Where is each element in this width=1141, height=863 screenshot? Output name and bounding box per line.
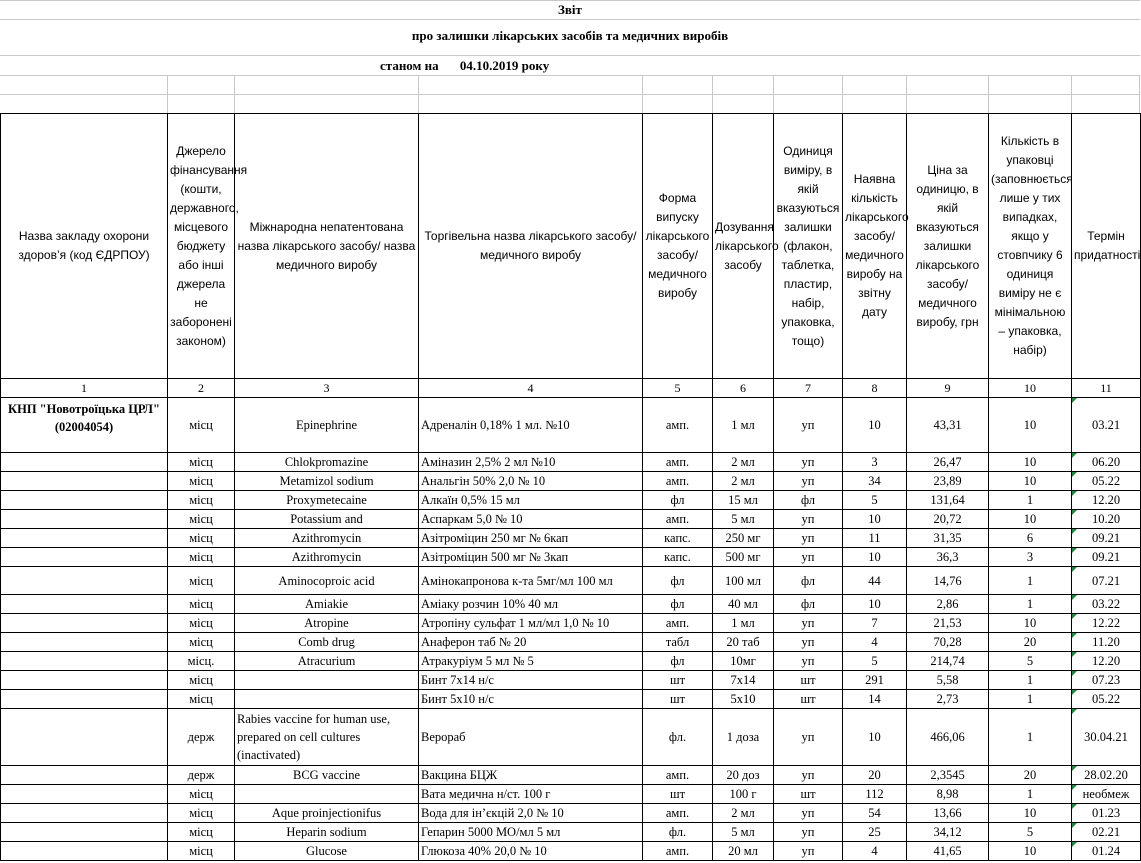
expiry-cell: 09.21	[1072, 529, 1141, 548]
unit-cell: уп	[774, 823, 843, 842]
report-subtitle: про залишки лікарських засобів та медичних виробів	[411, 28, 729, 43]
form-cell: амп.	[643, 766, 713, 785]
expiry-cell: 12.20	[1072, 652, 1141, 671]
form-cell: амп.	[643, 842, 713, 861]
inn-cell: Comb drug	[235, 633, 419, 652]
quantity-cell: 34	[843, 472, 907, 491]
pack-count-cell: 1	[989, 567, 1072, 595]
dosage-cell: 20 таб	[713, 633, 774, 652]
form-cell: амп.	[643, 472, 713, 491]
form-cell: табл	[643, 633, 713, 652]
dosage-cell: 40 мл	[713, 595, 774, 614]
table-row	[1, 567, 1141, 595]
expiry-cell: 30.04.21	[1072, 709, 1141, 766]
facility-cell	[1, 453, 168, 472]
price-cell: 14,76	[907, 567, 989, 595]
dosage-cell: 20 доз	[713, 766, 774, 785]
unit-cell: уп	[774, 804, 843, 823]
unit-cell: уп	[774, 614, 843, 633]
expiry-cell: необмеж	[1072, 785, 1141, 804]
expiry-cell: 07.23	[1072, 671, 1141, 690]
quantity-cell: 3	[843, 453, 907, 472]
facility-cell	[1, 529, 168, 548]
trade-name-cell: Анаферон таб № 20	[419, 633, 643, 652]
expiry-cell: 12.20	[1072, 491, 1141, 510]
price-cell: 8,98	[907, 785, 989, 804]
dosage-cell: 2 мл	[713, 472, 774, 491]
source-cell: місц	[168, 633, 235, 652]
price-cell: 23,89	[907, 472, 989, 491]
table-row	[1, 472, 1141, 491]
price-cell: 13,66	[907, 804, 989, 823]
trade-name-cell: Вода для ін’єкцій 2,0 № 10	[419, 804, 643, 823]
pack-count-cell: 10	[989, 453, 1072, 472]
inn-cell: Epinephrine	[235, 398, 419, 453]
quantity-cell: 10	[843, 548, 907, 567]
quantity-cell: 4	[843, 842, 907, 861]
header-price: Ціна за одиницю, в якій вказуються залишки лікарського засобу/медичного виробу, грн	[907, 114, 989, 379]
form-cell: капс.	[643, 548, 713, 567]
header-expiry: Термін придатності	[1072, 114, 1141, 379]
source-cell: місц	[168, 567, 235, 595]
table-row	[1, 804, 1141, 823]
pack-count-cell: 1	[989, 709, 1072, 766]
table-body	[1, 398, 1141, 861]
dosage-cell: 7х14	[713, 671, 774, 690]
table-row	[1, 398, 1141, 453]
facility-cell	[1, 823, 168, 842]
dosage-cell: 1 мл	[713, 614, 774, 633]
quantity-cell: 11	[843, 529, 907, 548]
trade-name-cell: Амінокапронова к-та 5мг/мл 100 мл	[419, 567, 643, 595]
unit-cell: фл	[774, 567, 843, 595]
price-cell: 466,06	[907, 709, 989, 766]
dosage-cell: 5х10	[713, 690, 774, 709]
facility-cell	[1, 491, 168, 510]
expiry-cell: 06.20	[1072, 453, 1141, 472]
price-cell: 2,73	[907, 690, 989, 709]
price-cell: 34,12	[907, 823, 989, 842]
pack-count-cell: 5	[989, 823, 1072, 842]
quantity-cell: 7	[843, 614, 907, 633]
facility-cell	[1, 690, 168, 709]
stock-table	[0, 113, 1141, 861]
inn-cell: Potassium and	[235, 510, 419, 529]
trade-name-cell: Гепарин 5000 МО/мл 5 мл	[419, 823, 643, 842]
trade-name-cell: Верораб	[419, 709, 643, 766]
price-cell: 31,35	[907, 529, 989, 548]
header-facility: Назва закладу охорони здоров’я (код ЄДРПОУ)	[1, 114, 168, 379]
trade-name-cell: Бинт 7х14 н/с	[419, 671, 643, 690]
column-number: 2	[168, 379, 235, 398]
unit-cell: уп	[774, 548, 843, 567]
facility-cell	[1, 614, 168, 633]
inn-cell: Atropine	[235, 614, 419, 633]
column-number: 6	[713, 379, 774, 398]
column-number: 4	[419, 379, 643, 398]
expiry-cell: 02.21	[1072, 823, 1141, 842]
facility-cell	[1, 567, 168, 595]
pack-count-cell: 1	[989, 595, 1072, 614]
dosage-cell: 2 мл	[713, 804, 774, 823]
expiry-cell: 07.21	[1072, 567, 1141, 595]
source-cell: місц	[168, 785, 235, 804]
source-cell: місц	[168, 529, 235, 548]
quantity-cell: 54	[843, 804, 907, 823]
source-cell: місц	[168, 690, 235, 709]
column-number: 10	[989, 379, 1072, 398]
trade-name-cell: Аміаку розчин 10% 40 мл	[419, 595, 643, 614]
column-number: 7	[774, 379, 843, 398]
facility-cell	[1, 472, 168, 491]
dosage-cell: 500 мг	[713, 548, 774, 567]
header-form: Форма випуску лікарського засобу/ медичного виробу	[643, 114, 713, 379]
source-cell: держ	[168, 709, 235, 766]
dosage-cell: 10мг	[713, 652, 774, 671]
unit-cell: уп	[774, 766, 843, 785]
trade-name-cell: Вакцина БЦЖ	[419, 766, 643, 785]
source-cell: місц	[168, 453, 235, 472]
quantity-cell: 10	[843, 510, 907, 529]
form-cell: фл.	[643, 709, 713, 766]
source-cell: місц	[168, 842, 235, 861]
table-row	[1, 510, 1141, 529]
unit-cell: уп	[774, 510, 843, 529]
table-row	[1, 633, 1141, 652]
trade-name-cell: Аміназин 2,5% 2 мл №10	[419, 453, 643, 472]
dosage-cell: 100 г	[713, 785, 774, 804]
pack-count-cell: 3	[989, 548, 1072, 567]
dosage-cell: 1 мл	[713, 398, 774, 453]
price-cell: 43,31	[907, 398, 989, 453]
price-cell: 70,28	[907, 633, 989, 652]
dosage-cell: 20 мл	[713, 842, 774, 861]
source-cell: місц	[168, 804, 235, 823]
form-cell: амп.	[643, 804, 713, 823]
form-cell: амп.	[643, 614, 713, 633]
column-number-row	[1, 379, 1141, 398]
column-number: 11	[1072, 379, 1141, 398]
expiry-cell: 03.21	[1072, 398, 1141, 453]
trade-name-cell: Бинт 5х10 н/с	[419, 690, 643, 709]
price-cell: 41,65	[907, 842, 989, 861]
pack-count-cell: 10	[989, 804, 1072, 823]
table-row	[1, 690, 1141, 709]
header-pack-count: Кількість в упаковці (заповнюється лише у тих випадках, якщо у стовпчику 6 одиниця виміру не є мінімальною – упаковка, набір)	[989, 114, 1072, 379]
price-cell: 26,47	[907, 453, 989, 472]
form-cell: капс.	[643, 529, 713, 548]
trade-name-cell: Глюкоза 40% 20,0 № 10	[419, 842, 643, 861]
expiry-cell: 09.21	[1072, 548, 1141, 567]
trade-name-cell: Атракуріум 5 мл № 5	[419, 652, 643, 671]
trade-name-cell: Атропіну сульфат 1 мл/мл 1,0 № 10	[419, 614, 643, 633]
facility-cell	[1, 652, 168, 671]
expiry-cell: 01.23	[1072, 804, 1141, 823]
source-cell: місц	[168, 823, 235, 842]
trade-name-cell: Вата медична н/ст. 100 г	[419, 785, 643, 804]
header-source: Джерело фінансування (кошти, державного, місцевого бюджету або інші джерела не заборонені законом)	[168, 114, 235, 379]
price-cell: 214,74	[907, 652, 989, 671]
source-cell: місц	[168, 671, 235, 690]
dosage-cell: 250 мг	[713, 529, 774, 548]
header-unit: Одиниця виміру, в якій вказуються залишки (флакон, таблетка, пластир, набір, упаковка, тощо)	[774, 114, 843, 379]
table-row	[1, 709, 1141, 766]
unit-cell: фл	[774, 595, 843, 614]
report-date: 04.10.2019 року	[459, 58, 550, 73]
quantity-cell: 10	[843, 709, 907, 766]
inn-cell: Amiakie	[235, 595, 419, 614]
header-row	[1, 114, 1141, 379]
quantity-cell: 5	[843, 652, 907, 671]
source-cell: місц	[168, 491, 235, 510]
trade-name-cell: Алкаїн 0,5% 15 мл	[419, 491, 643, 510]
form-cell: шт	[643, 690, 713, 709]
pack-count-cell: 10	[989, 614, 1072, 633]
pack-count-cell: 20	[989, 633, 1072, 652]
inn-cell: Aque proinjectionifus	[235, 804, 419, 823]
pack-count-cell: 20	[989, 766, 1072, 785]
quantity-cell: 5	[843, 491, 907, 510]
pack-count-cell: 1	[989, 671, 1072, 690]
inn-cell: BCG vaccine	[235, 766, 419, 785]
pack-count-cell: 5	[989, 652, 1072, 671]
source-cell: місц.	[168, 652, 235, 671]
pack-count-cell: 6	[989, 529, 1072, 548]
form-cell: шт	[643, 785, 713, 804]
quantity-cell: 10	[843, 398, 907, 453]
quantity-cell: 20	[843, 766, 907, 785]
table-row	[1, 453, 1141, 472]
table-row	[1, 614, 1141, 633]
form-cell: фл	[643, 595, 713, 614]
price-cell: 131,64	[907, 491, 989, 510]
table-row	[1, 766, 1141, 785]
facility-cell	[1, 709, 168, 766]
column-number: 3	[235, 379, 419, 398]
pack-count-cell: 1	[989, 491, 1072, 510]
quantity-cell: 14	[843, 690, 907, 709]
expiry-cell: 11.20	[1072, 633, 1141, 652]
pack-count-cell: 1	[989, 690, 1072, 709]
quantity-cell: 291	[843, 671, 907, 690]
price-cell: 2,86	[907, 595, 989, 614]
dosage-cell: 5 мл	[713, 510, 774, 529]
source-cell: місц	[168, 398, 235, 453]
inn-cell: Chlokpromazine	[235, 453, 419, 472]
unit-cell: уп	[774, 633, 843, 652]
unit-cell: уп	[774, 652, 843, 671]
expiry-cell: 01.24	[1072, 842, 1141, 861]
trade-name-cell: Азітроміцин 500 мг № 3кап	[419, 548, 643, 567]
as-of-label: станом на	[380, 58, 439, 73]
table-row	[1, 529, 1141, 548]
source-cell: місц	[168, 472, 235, 491]
trade-name-cell: Анальгін 50% 2,0 № 10	[419, 472, 643, 491]
facility-name: КНП "Новотроїцька ЦРЛ" (02004054)	[1, 398, 168, 453]
dosage-cell: 100 мл	[713, 567, 774, 595]
facility-cell	[1, 842, 168, 861]
facility-cell	[1, 671, 168, 690]
inn-cell	[235, 690, 419, 709]
unit-cell: уп	[774, 453, 843, 472]
form-cell: амп.	[643, 510, 713, 529]
unit-cell: шт	[774, 690, 843, 709]
price-cell: 2,3545	[907, 766, 989, 785]
inn-cell: Proxymetecaine	[235, 491, 419, 510]
dosage-cell: 15 мл	[713, 491, 774, 510]
inn-cell: Atracurium	[235, 652, 419, 671]
price-cell: 5,58	[907, 671, 989, 690]
facility-cell	[1, 548, 168, 567]
expiry-cell: 28.02.20	[1072, 766, 1141, 785]
expiry-cell: 12.22	[1072, 614, 1141, 633]
facility-cell	[1, 785, 168, 804]
pack-count-cell: 10	[989, 510, 1072, 529]
price-cell: 20,72	[907, 510, 989, 529]
column-number: 1	[1, 379, 168, 398]
unit-cell: уп	[774, 398, 843, 453]
expiry-cell: 05.22	[1072, 472, 1141, 491]
pack-count-cell: 10	[989, 472, 1072, 491]
pack-count-cell: 10	[989, 398, 1072, 453]
facility-cell	[1, 766, 168, 785]
trade-name-cell: Аспаркам 5,0 № 10	[419, 510, 643, 529]
quantity-cell: 10	[843, 595, 907, 614]
inn-cell	[235, 671, 419, 690]
table-row	[1, 595, 1141, 614]
expiry-cell: 10.20	[1072, 510, 1141, 529]
facility-cell	[1, 510, 168, 529]
form-cell: фл.	[643, 823, 713, 842]
expiry-cell: 05.22	[1072, 690, 1141, 709]
quantity-cell: 25	[843, 823, 907, 842]
price-cell: 36,3	[907, 548, 989, 567]
column-number: 5	[643, 379, 713, 398]
report-title: Звіт	[558, 2, 582, 17]
trade-name-cell: Азітроміцин 250 мг № 6кап	[419, 529, 643, 548]
unit-cell: фл	[774, 491, 843, 510]
source-cell: держ	[168, 766, 235, 785]
form-cell: амп.	[643, 453, 713, 472]
dosage-cell: 2 мл	[713, 453, 774, 472]
dosage-cell: 5 мл	[713, 823, 774, 842]
unit-cell: уп	[774, 472, 843, 491]
header-dosage: Дозування лікарського засобу	[713, 114, 774, 379]
trade-name-cell: Адреналін 0,18% 1 мл. №10	[419, 398, 643, 453]
source-cell: місц	[168, 548, 235, 567]
form-cell: фл	[643, 652, 713, 671]
facility-cell	[1, 804, 168, 823]
source-cell: місц	[168, 595, 235, 614]
quantity-cell: 44	[843, 567, 907, 595]
inn-cell: Glucose	[235, 842, 419, 861]
dosage-cell: 1 доза	[713, 709, 774, 766]
unit-cell: шт	[774, 671, 843, 690]
form-cell: шт	[643, 671, 713, 690]
expiry-cell: 03.22	[1072, 595, 1141, 614]
header-inn: Міжнародна непатентована назва лікарського засобу/ назва медичного виробу	[235, 114, 419, 379]
column-number: 9	[907, 379, 989, 398]
table-row	[1, 823, 1141, 842]
inn-cell	[235, 785, 419, 804]
table-row	[1, 491, 1141, 510]
inn-cell: Azithromycin	[235, 529, 419, 548]
table-row	[1, 652, 1141, 671]
inn-cell: Azithromycin	[235, 548, 419, 567]
unit-cell: шт	[774, 785, 843, 804]
table-row	[1, 785, 1141, 804]
source-cell: місц	[168, 510, 235, 529]
unit-cell: уп	[774, 709, 843, 766]
inn-cell: Aminocoproic acid	[235, 567, 419, 595]
source-cell: місц	[168, 614, 235, 633]
header-trade-name: Торгівельна назва лікарського засобу/ медичного виробу	[419, 114, 643, 379]
form-cell: фл	[643, 567, 713, 595]
report-date-line	[0, 57, 1140, 76]
inn-cell: Heparin sodium	[235, 823, 419, 842]
form-cell: амп.	[643, 398, 713, 453]
pack-count-cell: 10	[989, 842, 1072, 861]
unit-cell: уп	[774, 529, 843, 548]
table-row	[1, 842, 1141, 861]
table-row	[1, 548, 1141, 567]
facility-cell	[1, 595, 168, 614]
facility-cell	[1, 633, 168, 652]
table-row	[1, 671, 1141, 690]
column-number: 8	[843, 379, 907, 398]
pack-count-cell: 1	[989, 785, 1072, 804]
price-cell: 21,53	[907, 614, 989, 633]
inn-cell: Metamizol sodium	[235, 472, 419, 491]
header-quantity: Наявна кількість лікарського засобу/медичного виробу на звітну дату	[843, 114, 907, 379]
form-cell: фл	[643, 491, 713, 510]
inn-cell: Rabies vaccine for human use, prepared on cell cultures (inactivated)	[235, 709, 419, 766]
quantity-cell: 112	[843, 785, 907, 804]
unit-cell: уп	[774, 842, 843, 861]
quantity-cell: 4	[843, 633, 907, 652]
